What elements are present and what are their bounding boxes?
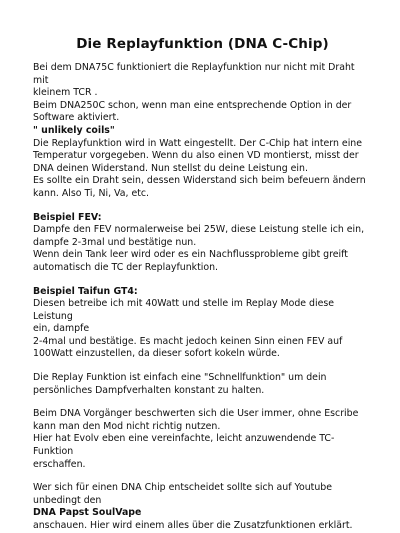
vorgaenger-paragraph [33,408,372,471]
fev-line: Wenn dein Tank leer wird oder es ein Nachflussprobleme gibt greift [33,249,348,261]
youtube-line: unbedingt den [33,494,102,506]
vorgaenger-line: Beim DNA Vorgänger beschwerten sich die User immer, ohne Escribe [33,408,359,420]
fev-line: Dampfe den FEV normalerweise bei 25W, diese Leistung stelle ich ein, [33,224,365,236]
intro-line: Es sollte ein Draht sein, dessen Widerstand sich beim befeuern ändern [33,175,366,187]
fev-section [33,212,372,275]
intro-line: kann. Also Ti, Ni, Va, etc. [33,187,150,199]
youtube-line: Wer sich für einen DNA Chip entscheidet sollte sich auf Youtube [33,482,333,494]
vorgaenger-line: Hier hat Evolv eben eine vereinfachte, leicht anzuwendende TC-Funktion [33,433,335,458]
intro-line: Temperatur vorgegeben. Wenn du also einen VD montierst, misst der [33,150,359,162]
intro-line: Die Replayfunktion wird in Watt eingestellt. Der C-Chip hat intern eine [33,137,363,149]
youtube-paragraph [33,482,372,532]
taifun-section [33,286,372,362]
taifun-line: 2-4mal und bestätige. Es macht jedoch keinen Sinn einen FEV auf [33,335,343,347]
intro-line: Software aktiviert. [33,112,120,124]
page-title: Die Replayfunktion (DNA C-Chip) [76,36,329,52]
intro-line: Beim DNA250C schon, wenn man eine entsprechende Option in der [33,99,352,111]
channel-name: DNA Papst SoulVape [33,507,142,519]
intro-line: DNA deinen Widerstand. Nun stellst du deine Leistung ein. [33,162,308,174]
vorgaenger-line: erschaffen. [33,458,86,470]
taifun-line: Diesen betreibe ich mit 40Watt und stelle im Replay Mode diese Leistung [33,298,335,322]
unlikely-coils-note: " unlikely coils" [33,124,115,136]
fev-line: automatisch die TC der Replayfunktion. [33,261,219,273]
fev-heading: Beispiel FEV: [33,211,102,223]
intro-paragraph [33,62,372,201]
vorgaenger-line: kann man den Mod nicht richtig nutzen. [33,420,221,432]
intro-line: Bei dem DNA75C funktioniert die Replayfunktion nur nicht mit Draht mit [33,62,355,86]
schnellfunktion-line: persönliches Dampfverhalten konstant zu halten. [33,384,265,396]
taifun-line: 100Watt einzustellen, da dieser sofort kokeln würde. [33,348,280,360]
schnellfunktion-line: Die Replay Funktion ist einfach eine "Schnellfunktion" um dein [33,372,327,384]
taifun-heading: Beispiel Taifun GT4: [33,285,138,297]
youtube-line: anschauen. Hier wird einem alles über die Zusatzfunktionen erklärt. [33,520,353,531]
schnellfunktion-paragraph [33,372,372,397]
taifun-line: ein, dampfe [33,323,90,335]
intro-line: kleinem TCR . [33,87,98,99]
fev-line: dampfe 2-3mal und bestätige nun. [33,236,197,248]
